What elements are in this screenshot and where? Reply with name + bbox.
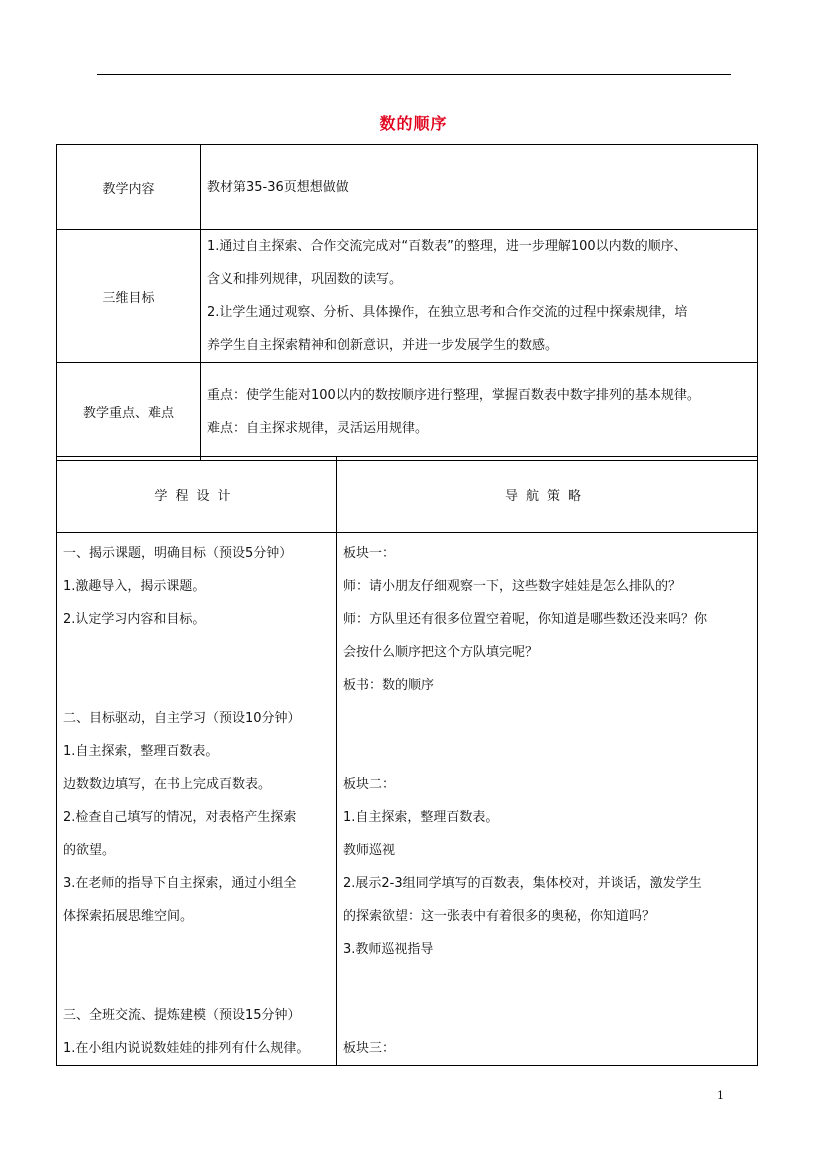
header-rule	[97, 74, 731, 75]
strategy-line: 2.展示2-3组同学填写的百数表，集体校对，并谈话，激发学生	[343, 876, 702, 891]
goals-line: 养学生自主探索精神和创新意识，并进一步发展学生的数感。	[207, 338, 559, 353]
study-line	[63, 966, 336, 999]
navigation-strategy-column	[337, 533, 758, 1066]
strategy-line	[343, 702, 757, 735]
strategy-line: 3.教师巡视指导	[343, 942, 434, 957]
goals-line: 含义和排列规律，巩固数的读写。	[207, 272, 403, 287]
lesson-plan-table	[56, 456, 758, 1066]
study-line: 1.在小组内说说数娃娃的排列有什么规律。	[63, 1041, 310, 1056]
study-line: 3.在老师的指导下自主探索，通过小组全	[63, 876, 297, 891]
study-line: 1.自主探索，整理百数表。	[63, 744, 219, 759]
left-column-header: 学程设计	[57, 457, 337, 533]
keypoints-label: 教学重点、难点	[57, 363, 201, 461]
strategy-line: 1.自主探索，整理百数表。	[343, 810, 499, 825]
study-line: 一、揭示课题，明确目标（预设5分钟）	[63, 546, 293, 561]
study-line: 边数数边填写，在书上完成百数表。	[63, 777, 272, 792]
goals-line: 2.让学生通过观察、分析、具体操作，在独立思考和合作交流的过程中探索规律，培	[207, 305, 688, 320]
goals-label: 三维目标	[57, 230, 201, 363]
strategy-line	[343, 999, 757, 1032]
strategy-line	[343, 966, 757, 999]
goals-text	[201, 230, 758, 363]
study-line: 2.认定学习内容和目标。	[63, 612, 206, 627]
info-row-keypoints	[57, 363, 758, 461]
strategy-line: 的探索欲望：这一张表中有着很多的奥秘，你知道吗？	[343, 909, 656, 924]
plan-body-row	[57, 533, 758, 1066]
study-line: 1.激趣导入，揭示课题。	[63, 579, 206, 594]
strategy-line: 师：请小朋友仔细观察一下，这些数字娃娃是怎么排队的？	[343, 579, 682, 594]
page-number: 1	[717, 1089, 724, 1102]
study-line: 二、目标驱动，自主学习（预设10分钟）	[63, 711, 301, 726]
strategy-line: 板块三：	[343, 1041, 396, 1056]
info-row-content	[57, 145, 758, 230]
strategy-line: 会按什么顺序把这个方队填完呢？	[343, 645, 539, 660]
strategy-line: 板块二：	[343, 777, 396, 792]
study-line	[63, 669, 336, 702]
study-design-column	[57, 533, 337, 1066]
keypoints-line: 难点：自主探求规律，灵活运用规律。	[207, 420, 429, 436]
study-line: 三、全班交流、提炼建模（预设15分钟）	[63, 1008, 301, 1023]
content-value: 教材第35-36页想想做做	[201, 145, 758, 230]
right-column-header: 导航策略	[337, 457, 758, 533]
strategy-line	[343, 735, 757, 768]
study-line: 2.检查自己填写的情况，对表格产生探索	[63, 810, 297, 825]
study-line: 的欲望。	[63, 843, 116, 858]
strategy-line: 板书：数的顺序	[343, 678, 435, 693]
keypoints-line: 重点：使学生能对100以内的数按顺序进行整理，掌握百数表中数字排列的基本规律。	[207, 387, 700, 403]
keypoints-text	[201, 363, 758, 461]
strategy-line: 板块一：	[343, 546, 396, 561]
document-title: 数的顺序	[379, 114, 448, 133]
study-line	[63, 933, 336, 966]
goals-line: 1.通过自主探索、合作交流完成对“百数表”的整理，进一步理解100以内数的顺序、	[207, 239, 687, 254]
plan-header-row	[57, 457, 758, 533]
study-line	[63, 636, 336, 669]
study-line: 体探索拓展思维空间。	[63, 909, 194, 924]
lesson-info-table	[56, 144, 758, 461]
strategy-line: 教师巡视	[343, 843, 396, 858]
info-row-goals	[57, 230, 758, 363]
content-label: 教学内容	[57, 145, 201, 230]
strategy-line: 师：方队里还有很多位置空着呢，你知道是哪些数还没来吗？你	[343, 612, 708, 627]
